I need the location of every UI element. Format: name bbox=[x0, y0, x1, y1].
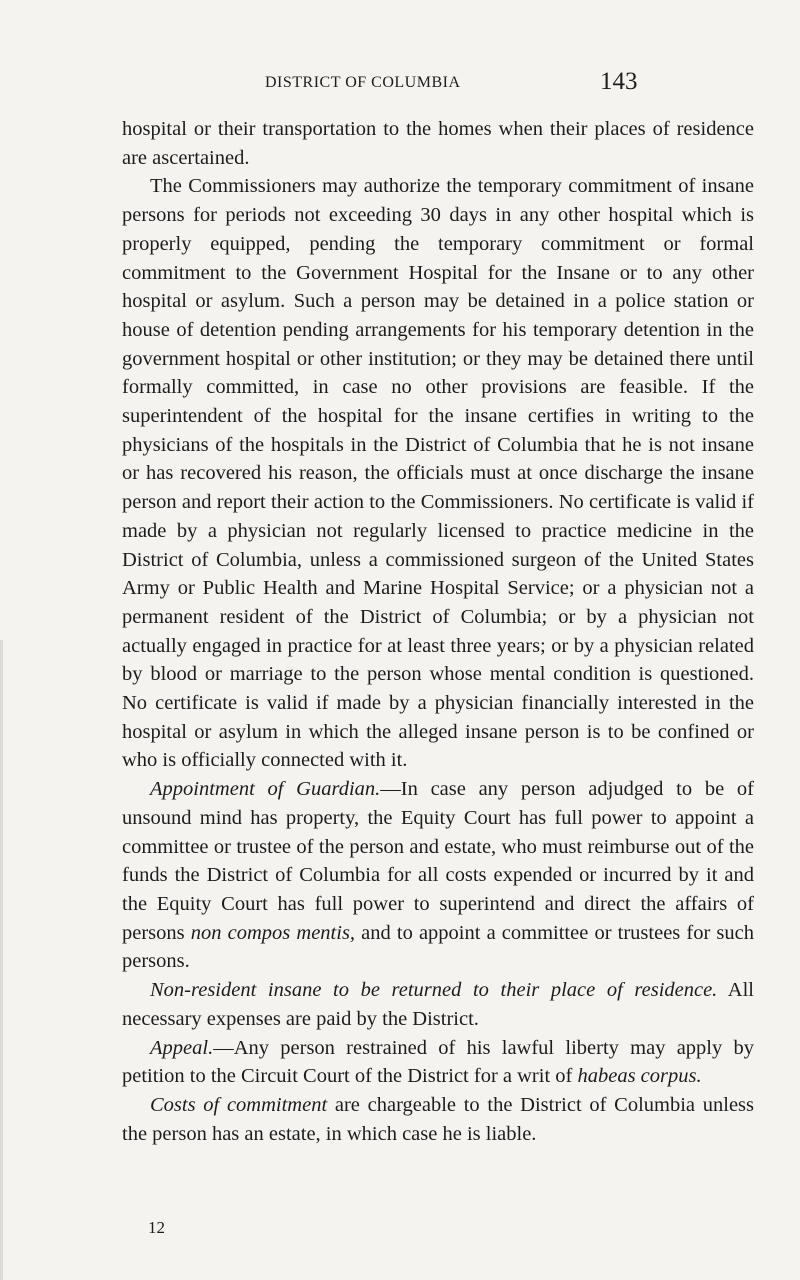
page-number: 143 bbox=[600, 68, 638, 95]
appeal-latin-term: habeas corpus. bbox=[577, 1065, 702, 1088]
appeal-text: —Any person restrained of his lawful liberty may apply by petition to the Circuit Court of the District for a writ of bbox=[122, 1036, 754, 1088]
page-edge-shadow bbox=[0, 640, 3, 1280]
guardian-latin-term: non compos mentis, bbox=[190, 921, 356, 944]
nonresident-text: All necessary expenses are paid by the District. bbox=[122, 979, 754, 1030]
paragraph-commitment: The Commissioners may authorize the temporary commitment of insane persons for periods not exceeding 30 days in any other hospital which is properly equipped, pending the temporary commitment or formal commitment to the Government Hospital for the Insane or to any other hospital or asylum. Such a person may be detained in a police station or house of detention pending arrangements for his temporary detention in the government hospital or other institution; or they may be detained there until formally committed, in case no other provisions are feasible. If the superintendent of the hospital for the insane certifies in writing to the physicians of the hospitals in the District of Columbia that he is not insane or has recovered his reason, the officials must at once discharge the insane person and report their action to the Commissioners. No certificate is valid if made by a physician not regularly licensed to practice medicine in the District of Columbia, unless a commissioned surgeon of the United States Army or Public Health and Marine Hospital Service; or a physician not a permanent resident of the District of Columbia; or by a physician not actually engaged in practice for at least three years; or by a physician related by blood or marriage to the person whose mental condition is questioned. No certificate is valid if made by a physician financially interested in the hospital or asylum in which the alleged insane person is to be confined or who is officially connected with it. bbox=[122, 175, 754, 772]
paragraph-costs bbox=[122, 1091, 754, 1148]
paragraph-continuation: hospital or their transportation to the homes when their places of residence are ascertained. bbox=[122, 118, 754, 169]
paragraph-nonresident bbox=[122, 976, 754, 1033]
page-header bbox=[0, 68, 800, 102]
section-heading-costs: Costs of commitment bbox=[150, 1093, 328, 1116]
paragraph-guardian bbox=[122, 775, 754, 976]
costs-text: are chargeable to the District of Columbia unless the person has an estate, in which case he is liable. bbox=[122, 1093, 754, 1145]
section-heading-nonresident: Non-resident insane to be returned to their place of residence. bbox=[150, 979, 718, 1002]
section-heading-guardian: Appointment of Guardian. bbox=[150, 778, 381, 801]
running-title: DISTRICT OF COLUMBIA bbox=[265, 74, 461, 91]
signature-mark: 12 bbox=[148, 1218, 165, 1237]
guardian-text-a: —In case any person adjudged to be of unsound mind has property, the Equity Court has full power to appoint a committee or trustee of the person and estate, who must reimburse out of the funds the District of Columbia for all costs expended or incurred by it and the Equity Court has full power to superintend and direct the affairs of persons bbox=[122, 778, 754, 944]
paragraph-appeal bbox=[122, 1034, 754, 1091]
section-heading-appeal: Appeal. bbox=[150, 1036, 214, 1059]
guardian-text-b: and to appoint a committee or trustees for such persons. bbox=[122, 921, 754, 973]
body-text bbox=[122, 115, 754, 1148]
